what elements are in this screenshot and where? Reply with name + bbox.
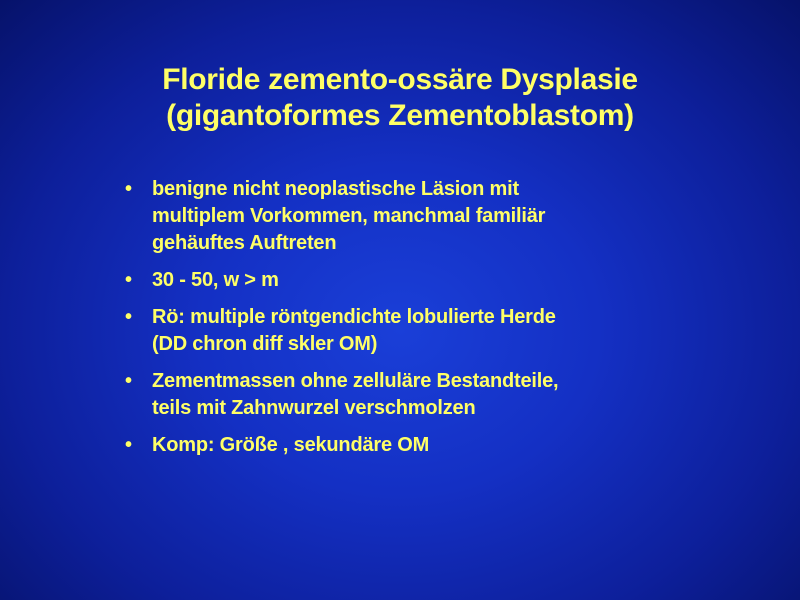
bullet-icon: • (125, 434, 132, 456)
bullet-icon: • (125, 269, 132, 291)
slide-title (0, 62, 800, 134)
title-line-2: (gigantoformes Zementoblastom) (166, 99, 634, 132)
title-line-1: Floride zemento-ossäre Dysplasie (162, 63, 638, 96)
bullet-icon: • (125, 370, 132, 392)
bullet-text: benigne nicht neoplastische Läsion mit multiplem Vorkommen, manchmal familiär gehäuftes Auftreten (152, 178, 546, 254)
bullet-item (125, 368, 685, 422)
bullet-text: Komp: Größe , sekundäre OM (152, 434, 430, 456)
bullet-item (125, 176, 685, 257)
bullet-text: Zementmassen ohne zelluläre Bestandteile, teils mit Zahnwurzel verschmolzen (152, 370, 559, 419)
bullet-item (125, 267, 685, 294)
bullet-text: Rö: multiple röntgendichte lobulierte Herde (DD chron diff skler OM) (152, 306, 556, 355)
bullet-icon: • (125, 178, 132, 200)
bullet-item (125, 432, 685, 459)
bullet-text: 30 - 50, w > m (152, 269, 279, 291)
bullet-item (125, 304, 685, 358)
bullet-list (125, 176, 685, 469)
bullet-icon: • (125, 306, 132, 328)
